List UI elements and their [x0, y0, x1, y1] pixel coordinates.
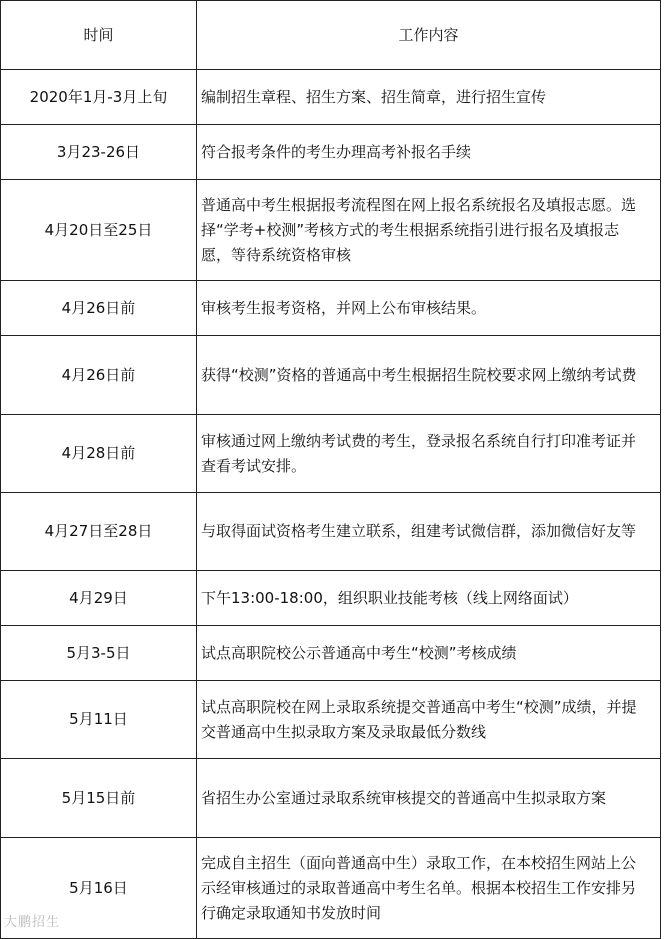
table-row: [1, 336, 661, 415]
table-row: [1, 493, 661, 571]
table-row: [1, 415, 661, 493]
table-row: [1, 281, 661, 336]
row-time: 4月27日至28日: [1, 493, 197, 571]
row-time: 4月26日前: [1, 281, 197, 336]
row-time: 2020年1月-3月上旬: [1, 70, 197, 125]
header-time: 时间: [1, 1, 197, 70]
table-row: [1, 70, 661, 125]
row-time: 4月29日: [1, 571, 197, 626]
table-row: [1, 838, 661, 939]
header-content: 工作内容: [197, 1, 661, 70]
row-time: 5月16日: [1, 838, 197, 939]
table-row: [1, 626, 661, 681]
row-content: 获得“校测”资格的普通高中考生根据招生院校要求网上缴纳考试费: [197, 336, 661, 415]
row-content: 普通高中考生根据报考流程图在网上报名系统报名及填报志愿。选择“学考+校测”考核方式的考生根据系统指引进行报名及填报志愿，等待系统资格审核: [197, 180, 661, 281]
row-content: 完成自主招生（面向普通高中生）录取工作，在本校招生网站上公示经审核通过的录取普通高中考生名单。根据本校招生工作安排另行确定录取通知书发放时间: [197, 838, 661, 939]
row-time: 5月11日: [1, 681, 197, 759]
row-content: 省招生办公室通过录取系统审核提交的普通高中生拟录取方案: [197, 759, 661, 838]
row-time: 3月23-26日: [1, 125, 197, 180]
row-time: 4月28日前: [1, 415, 197, 493]
row-content: 试点高职院校公示普通高中考生“校测”考核成绩: [197, 626, 661, 681]
watermark-logo: [4, 911, 60, 930]
row-content: 下午13:00-18:00，组织职业技能考核（线上网络面试）: [197, 571, 661, 626]
row-time: 4月20日至25日: [1, 180, 197, 281]
row-content: 试点高职院校在网上录取系统提交普通高中考生“校测”成绩，并提交普通高中生拟录取方案及录取最低分数线: [197, 681, 661, 759]
row-content: 与取得面试资格考生建立联系，组建考试微信群，添加微信好友等: [197, 493, 661, 571]
table-row: [1, 759, 661, 838]
table-row: [1, 180, 661, 281]
table-row: [1, 571, 661, 626]
row-time: 5月15日前: [1, 759, 197, 838]
table-row: [1, 681, 661, 759]
row-time: 4月26日前: [1, 336, 197, 415]
watermark-text: 大鹏招生: [4, 915, 61, 930]
table-header-row: [1, 1, 661, 70]
row-content: 审核考生报考资格，并网上公布审核结果。: [197, 281, 661, 336]
row-content: 编制招生章程、招生方案、招生简章，进行招生宣传: [197, 70, 661, 125]
row-content: 符合报考条件的考生办理高考补报名手续: [197, 125, 661, 180]
table-row: [1, 125, 661, 180]
row-time: 5月3-5日: [1, 626, 197, 681]
row-content: 审核通过网上缴纳考试费的考生，登录报名系统自行打印准考证并查看考试安排。: [197, 415, 661, 493]
